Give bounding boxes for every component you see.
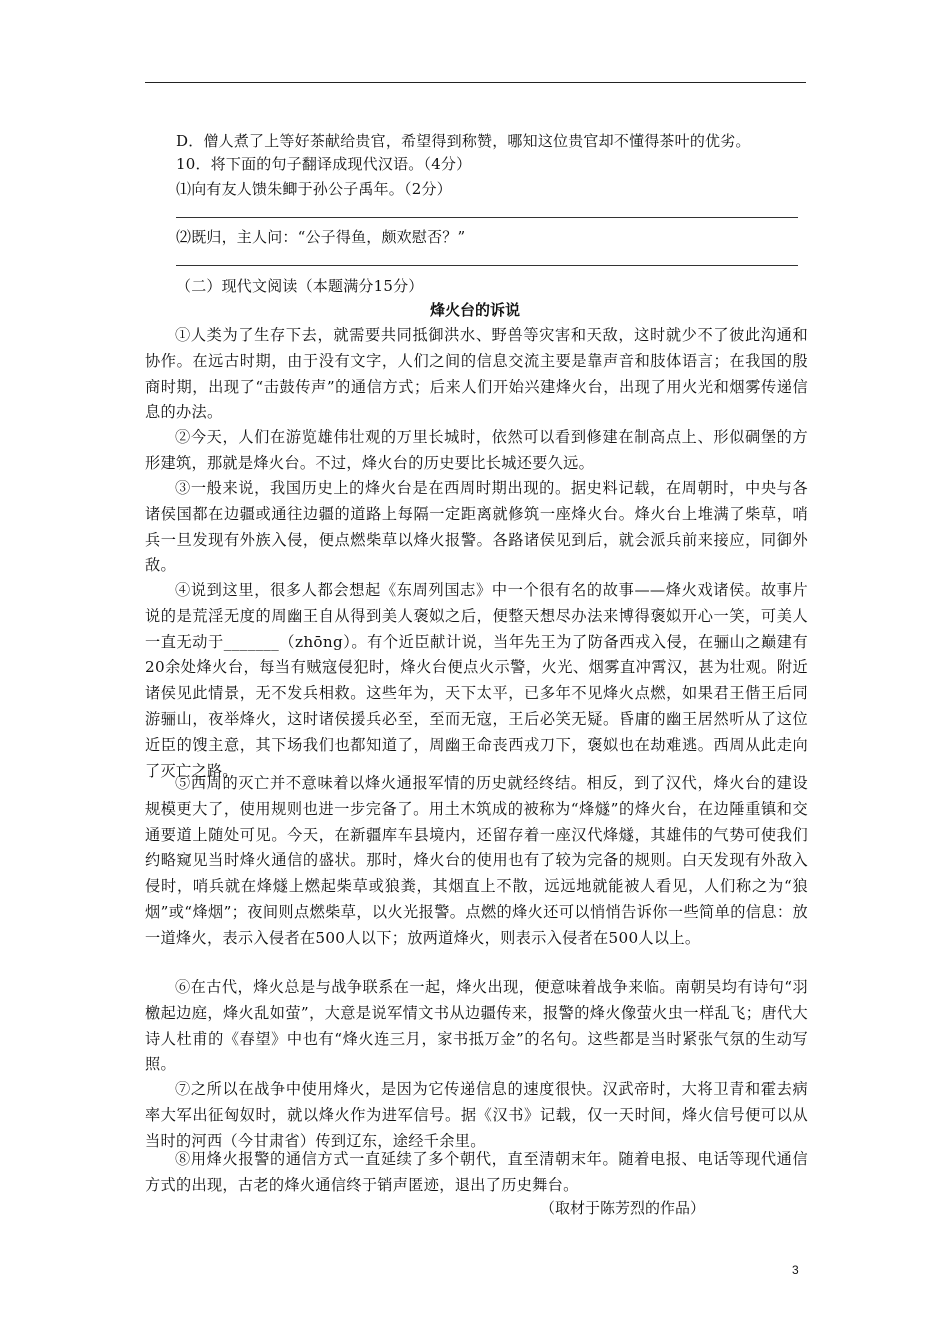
question-10-sentence-1: ⑴向有友人馈朱鲫于孙公子禹年。（2分） [176,180,452,198]
section-heading: （二）现代文阅读（本题满分15分） [176,277,424,295]
article-paragraph-4: ④说到这里，很多人都会想起《东周列国志》中一个很有名的故事——烽火戏诸侯。故事片说的是荒淫无度的周幽王自从得到美人褒姒之后，便整天想尽办法来博得褒姒开心一笑，可美人一直无动于_______（zhōng）。有个近臣献计说，当年先王为了防备西戎入侵，在骊山之巅建有20余处烽火台，每当有贼寇侵犯时，烽火台便点火示警，火光、烟雾直冲霄汉，甚为壮观。附近诸侯见此情景，无不发兵相救。这些年为，天下太平，已多年不见烽火点燃，如果君王偕王后同游骊山，夜举烽火，这时诸侯援兵必至，至而无寇，王后必笑无疑。昏庸的幽王居然听从了这位近臣的馊主意，其下场我们也都知道了，周幽王命丧西戎刀下，褒姒也在劫难逃。西周从此走向了灭亡之路。 [145,581,808,780]
article-paragraph-2: ②今天，人们在游览雄伟壮观的万里长城时，依然可以看到修建在制高点上、形似碉堡的方形建筑，那就是烽火台。不过，烽火台的历史要比长城还要久远。 [145,428,808,472]
question-10-heading: 10．将下面的句子翻译成现代汉语。（4分） [176,155,472,173]
page-number: 3 [792,1263,799,1277]
article-paragraph-1: ①人类为了生存下去，就需要共同抵御洪水、野兽等灾害和天敌，这时就少不了彼此沟通和协作。在远古时期，由于没有文字，人们之间的信息交流主要是靠声音和肢体语言；在我国的殷商时期，出现了“击鼓传声”的通信方式；后来人们开始兴建烽火台，出现了用火光和烟雾传递信息的办法。 [145,326,808,422]
article-paragraph-3: ③一般来说，我国历史上的烽火台是在西周时期出现的。据史料记载，在周朝时，中央与各诸侯国都在边疆或通往边疆的道路上每隔一定距离就修筑一座烽火台。烽火台上堆满了柴草，哨兵一旦发现有外族入侵，便点燃柴草以烽火报警。各路诸侯见到后，就会派兵前来接应，同御外敌。 [145,479,808,575]
article-paragraph-6: ⑥在古代，烽火总是与战争联系在一起，烽火出现，便意味着战争来临。南朝吴均有诗句“羽檄起边庭，烽火乱如萤”，大意是说军情文书从边疆传来，报警的烽火像萤火虫一样乱飞；唐代大诗人杜甫的《春望》中也有“烽火连三月，家书抵万金”的名句。这些都是当时紧张气氛的生动写照。 [145,978,808,1074]
header-rule [145,82,806,83]
article-title: 烽火台的诉说 [429,301,520,319]
article-paragraph-7: ⑦之所以在战争中使用烽火，是因为它传递信息的速度很快。汉武帝时，大将卫青和霍去病率大军出征匈奴时，就以烽火作为进军信号。据《汉书》记载，仅一天时间，烽火信号便可以从当时的河西（今甘肃省）传到辽东，途经千余里。 [145,1080,808,1150]
answer-line-1 [176,217,798,218]
question-10-sentence-2: ⑵既归，主人问：“公子得鱼，颇欢慰否？” [176,228,466,246]
article-paragraph-5: ⑤西周的灭亡并不意味着以烽火通报军情的历史就经终结。相反，到了汉代，烽火台的建设规模更大了，使用规则也进一步完备了。用土木筑成的被称为“烽燧”的烽火台，在边陲重镇和交通要道上随处可见。今天，在新疆库车县境内，还留存着一座汉代烽燧，其雄伟的气势可使我们约略窥见当时烽火通信的盛状。那时，烽火台的使用也有了较为完备的规则。白天发现有外敌入侵时，哨兵就在烽燧上燃起柴草或狼粪，其烟直上不散，远远地就能被人看见，人们称之为“狼烟”或“烽烟”；夜间则点燃柴草，以火光报警。点燃的烽火还可以悄悄告诉你一些简单的信息：放一道烽火，表示入侵者在500人以下；放两道烽火，则表示入侵者在500人以上。 [145,774,808,947]
answer-line-2 [176,265,798,266]
article-source: （取材于陈芳烈的作品） [540,1199,706,1217]
option-d-text: D．僧人煮了上等好茶献给贵官，希望得到称赞，哪知这位贵官却不懂得茶叶的优劣。 [176,132,751,150]
article-paragraph-8: ⑧用烽火报警的通信方式一直延续了多个朝代，直至清朝末年。随着电报、电话等现代通信方式的出现，古老的烽火通信终于销声匿迹，退出了历史舞台。 [145,1150,808,1194]
